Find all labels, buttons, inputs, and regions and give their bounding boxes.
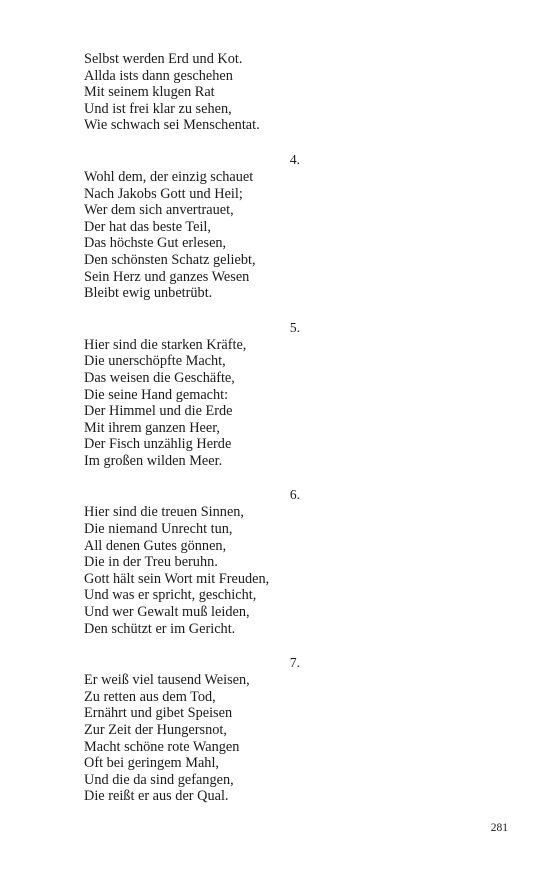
verse-line: Wer dem sich anvertrauet,	[84, 202, 234, 219]
verse-line: Mit seinem klugen Rat	[84, 84, 215, 101]
verse-line: Nach Jakobs Gott und Heil;	[84, 185, 243, 202]
stanza-number: 7.	[289, 655, 300, 671]
verse-line: Macht schöne rote Wangen	[84, 738, 240, 755]
verse-line: Die niemand Unrecht tun,	[84, 521, 233, 538]
verse-line: Und wer Gewalt muß leiden,	[84, 604, 250, 621]
verse-line: Die unerschöpfte Macht,	[84, 353, 226, 370]
verse-line: Allda ists dann geschehen	[84, 67, 233, 84]
verse-line: Den schützt er im Gericht.	[84, 620, 236, 637]
stanza-4	[84, 152, 314, 302]
verse-line: Und was er spricht, geschicht,	[84, 587, 257, 604]
stanza-number: 4.	[289, 151, 300, 167]
stanza-5	[84, 320, 314, 470]
verse-line: Das höchste Gut erlesen,	[84, 235, 227, 252]
page-number: 281	[490, 822, 508, 834]
verse-line: Die seine Hand gemacht:	[84, 386, 229, 403]
verse-line: Gott hält sein Wort mit Freuden,	[84, 570, 270, 587]
stanza-7	[84, 655, 314, 805]
verse-line: Sein Herz und ganzes Wesen	[84, 268, 250, 285]
verse-line: Oft bei geringem Mahl,	[84, 755, 219, 772]
verse-line: Bleibt ewig unbetrübt.	[84, 285, 213, 302]
stanza-continuation	[84, 51, 314, 134]
stanza-number: 5.	[289, 319, 300, 335]
verse-line: Der hat das beste Teil,	[84, 218, 211, 235]
verse-line: Im großen wilden Meer.	[84, 452, 223, 469]
verse-line: Er weiß viel tausend Weisen,	[84, 672, 250, 689]
poem	[84, 51, 314, 823]
verse-line: Zu retten aus dem Tod,	[84, 688, 216, 705]
verse-line: Ernährt und gibet Speisen	[84, 705, 233, 722]
verse-line: Den schönsten Schatz geliebt,	[84, 251, 256, 268]
stanza-6	[84, 487, 314, 637]
verse-line: Die in der Treu beruhn.	[84, 554, 218, 571]
verse-line: Wohl dem, der einzig schauet	[84, 168, 254, 185]
verse-line: All denen Gutes gönnen,	[84, 537, 227, 554]
verse-line: Und ist frei klar zu sehen,	[84, 100, 232, 117]
stanza-number: 6.	[289, 487, 300, 503]
verse-line: Wie schwach sei Menschentat.	[84, 117, 260, 134]
verse-line: Hier sind die starken Kräfte,	[84, 336, 247, 353]
verse-line: Das weisen die Geschäfte,	[84, 369, 235, 386]
verse-line: Mit ihrem ganzen Heer,	[84, 419, 220, 436]
verse-line: Zur Zeit der Hungersnot,	[84, 722, 227, 738]
verse-line: Selbst werden Erd und Kot.	[84, 51, 243, 67]
verse-line: Und die da sind gefangen,	[84, 771, 234, 788]
verse-line: Der Fisch unzählig Herde	[84, 436, 232, 453]
verse-line: Der Himmel und die Erde	[84, 403, 233, 420]
verse-line: Hier sind die treuen Sinnen,	[84, 504, 245, 521]
verse-line: Die reißt er aus der Qual.	[84, 788, 229, 805]
